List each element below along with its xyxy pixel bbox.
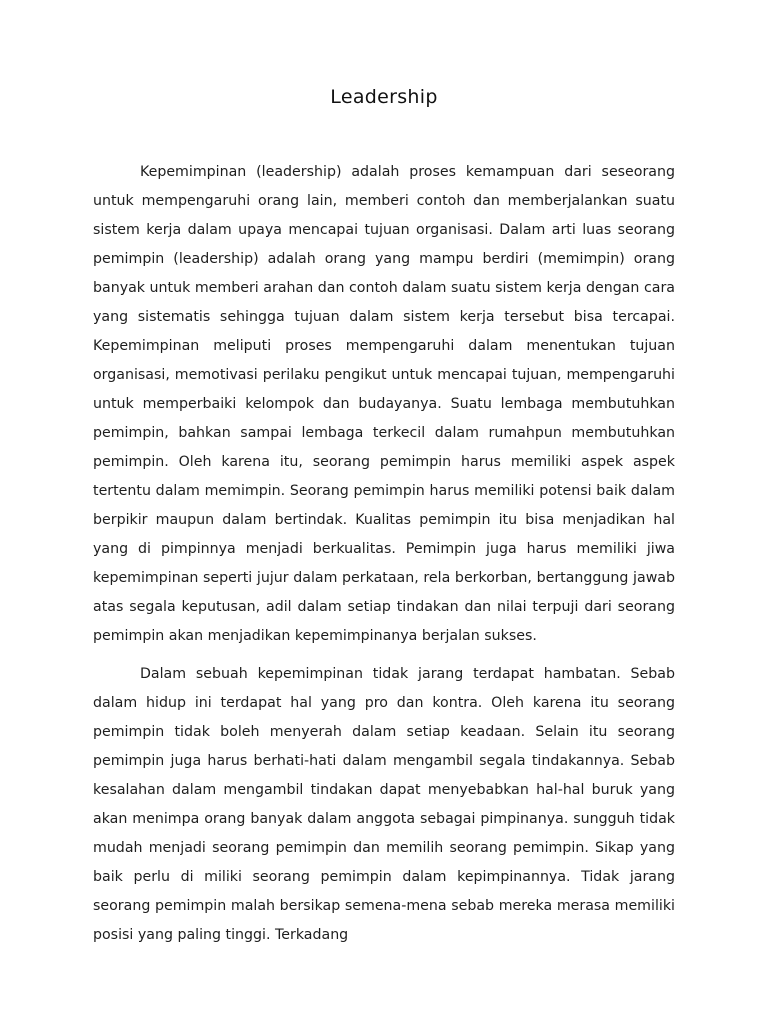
paragraph-1: Kepemimpinan (leadership) adalah proses kemampuan dari seseorang untuk mempengaruhi orang lain, memberi contoh dan memberjalankan suatu sistem kerja dalam upaya mencapai tujuan organisasi. Dalam arti luas seorang pemimpin (leadership) adalah orang yang mampu berdiri (memimpin) orang banyak untuk memberi arahan dan contoh dalam suatu sistem kerja dengan cara yang sistematis sehingga tujuan dalam sistem kerja tersebut bisa tercapai. Kepemimpinan meliputi proses mempengaruhi dalam menentukan tujuan organisasi, memotivasi perilaku pengikut untuk mencapai tujuan, mempengaruhi untuk memperbaiki kelompok dan budayanya. Suatu lembaga membutuhkan pemimpin, bahkan sampai lembaga terkecil dalam rumahpun membutuhkan pemimpin. Oleh karena itu, seorang pemimpin harus memiliki aspek aspek tertentu dalam memimpin. Seorang pemimpin harus memiliki potensi baik dalam berpikir maupun dalam bertindak. Kualitas pemimpin itu bisa menjadikan hal yang di pimpinnya menjadi berkualitas. Pemimpin juga harus memiliki jiwa kepemimpinan seperti jujur dalam perkataan, rela berkorban, bertanggung jawab atas segala keputusan, adil dalam setiap tindakan dan nilai terpuji dari seorang pemimpin akan menjadikan kepemimpinanya berjalan sukses. (93, 164, 675, 644)
document-title: Leadership (330, 86, 438, 108)
paragraph-2: Dalam sebuah kepemimpinan tidak jarang terdapat hambatan. Sebab dalam hidup ini terdapat hal yang pro dan kontra. Oleh karena itu seorang pemimpin tidak boleh menyerah dalam setiap keadaan. Selain itu seorang pemimpin juga harus berhati-hati dalam mengambil segala tindakannya. Sebab kesalahan dalam mengambil tindakan dapat menyebabkan hal-hal buruk yang akan menimpa orang banyak dalam anggota sebagai pimpinanya. sungguh tidak mudah menjadi seorang pemimpin dan memilih seorang pemimpin. Sikap yang baik perlu di miliki seorang pemimpin dalam kepimpinannya. Tidak jarang seorang pemimpin malah bersikap semena-mena sebab mereka merasa memiliki posisi yang paling tinggi. Terkadang (93, 666, 675, 943)
document-body (93, 158, 675, 950)
